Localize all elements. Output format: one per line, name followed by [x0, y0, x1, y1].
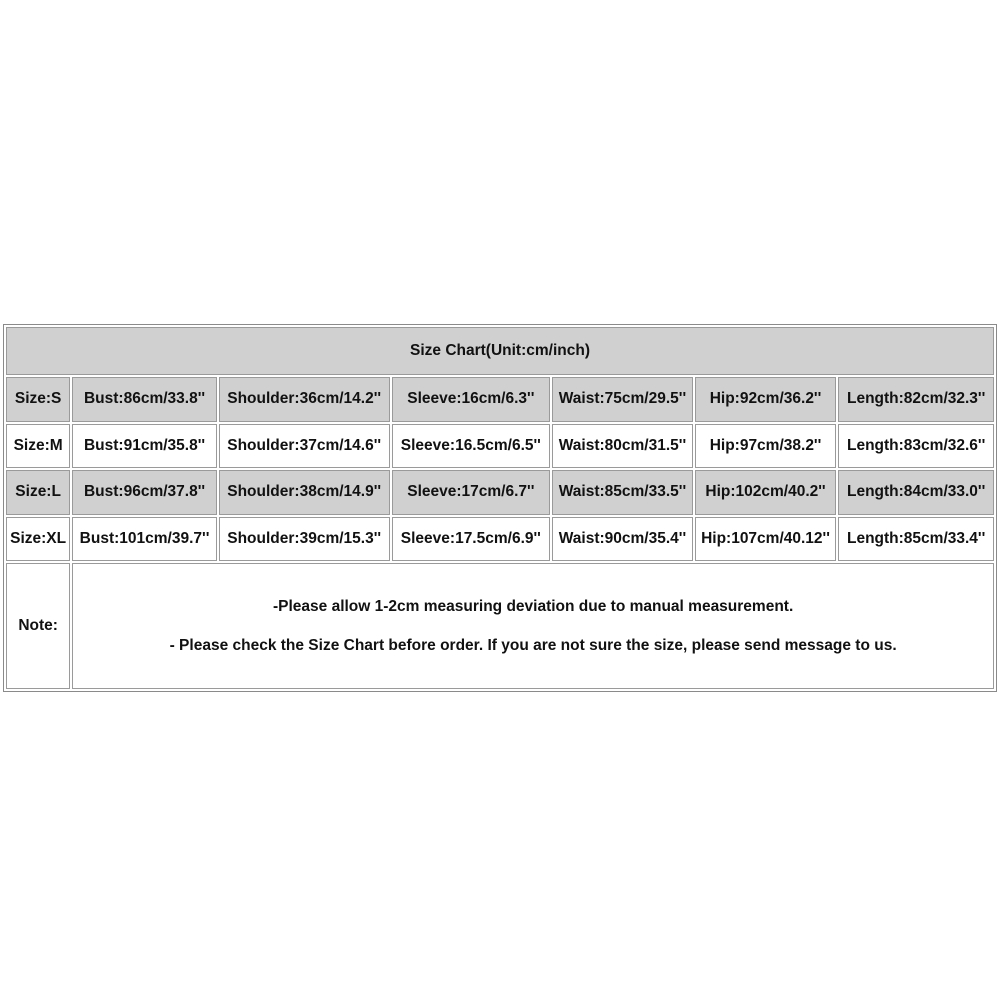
bust-cell: Bust:96cm/37.8'': [72, 470, 217, 515]
size-label: Size:XL: [6, 517, 70, 562]
note-row: [6, 563, 994, 689]
waist-cell: Waist:75cm/29.5'': [552, 377, 693, 422]
size-row-xl: [6, 517, 994, 562]
length-cell: Length:82cm/32.3'': [838, 377, 994, 422]
note-body: [72, 563, 994, 689]
waist-cell: Waist:90cm/35.4'': [552, 517, 693, 562]
hip-cell: Hip:97cm/38.2'': [695, 424, 837, 469]
note-line-deviation: -Please allow 1-2cm measuring deviation due to manual measurement.: [272, 598, 794, 615]
note-label: Note:: [6, 563, 70, 689]
sleeve-cell: Sleeve:16cm/6.3'': [392, 377, 551, 422]
sleeve-cell: Sleeve:17.5cm/6.9'': [392, 517, 551, 562]
size-label: Size:L: [6, 470, 70, 515]
bust-cell: Bust:101cm/39.7'': [72, 517, 217, 562]
hip-cell: Hip:102cm/40.2'': [695, 470, 837, 515]
shoulder-cell: Shoulder:36cm/14.2'': [219, 377, 390, 422]
note-line-check-chart: - Please check the Size Chart before order. If you are not sure the size, please send message to us.: [169, 637, 897, 654]
length-cell: Length:83cm/32.6'': [838, 424, 994, 469]
length-cell: Length:85cm/33.4'': [838, 517, 994, 562]
sleeve-cell: Sleeve:16.5cm/6.5'': [392, 424, 551, 469]
size-label: Size:S: [6, 377, 70, 422]
chart-title: Size Chart(Unit:cm/inch): [6, 327, 994, 375]
waist-cell: Waist:80cm/31.5'': [552, 424, 693, 469]
size-row-m: [6, 424, 994, 469]
bust-cell: Bust:86cm/33.8'': [72, 377, 217, 422]
length-cell: Length:84cm/33.0'': [838, 470, 994, 515]
size-row-l: [6, 470, 994, 515]
bust-cell: Bust:91cm/35.8'': [72, 424, 217, 469]
size-row-s: [6, 377, 994, 422]
hip-cell: Hip:107cm/40.12'': [695, 517, 837, 562]
sleeve-cell: Sleeve:17cm/6.7'': [392, 470, 551, 515]
waist-cell: Waist:85cm/33.5'': [552, 470, 693, 515]
size-table: [4, 325, 996, 691]
size-label: Size:M: [6, 424, 70, 469]
shoulder-cell: Shoulder:38cm/14.9'': [219, 470, 390, 515]
hip-cell: Hip:92cm/36.2'': [695, 377, 837, 422]
shoulder-cell: Shoulder:37cm/14.6'': [219, 424, 390, 469]
size-chart: [3, 324, 997, 692]
shoulder-cell: Shoulder:39cm/15.3'': [219, 517, 390, 562]
